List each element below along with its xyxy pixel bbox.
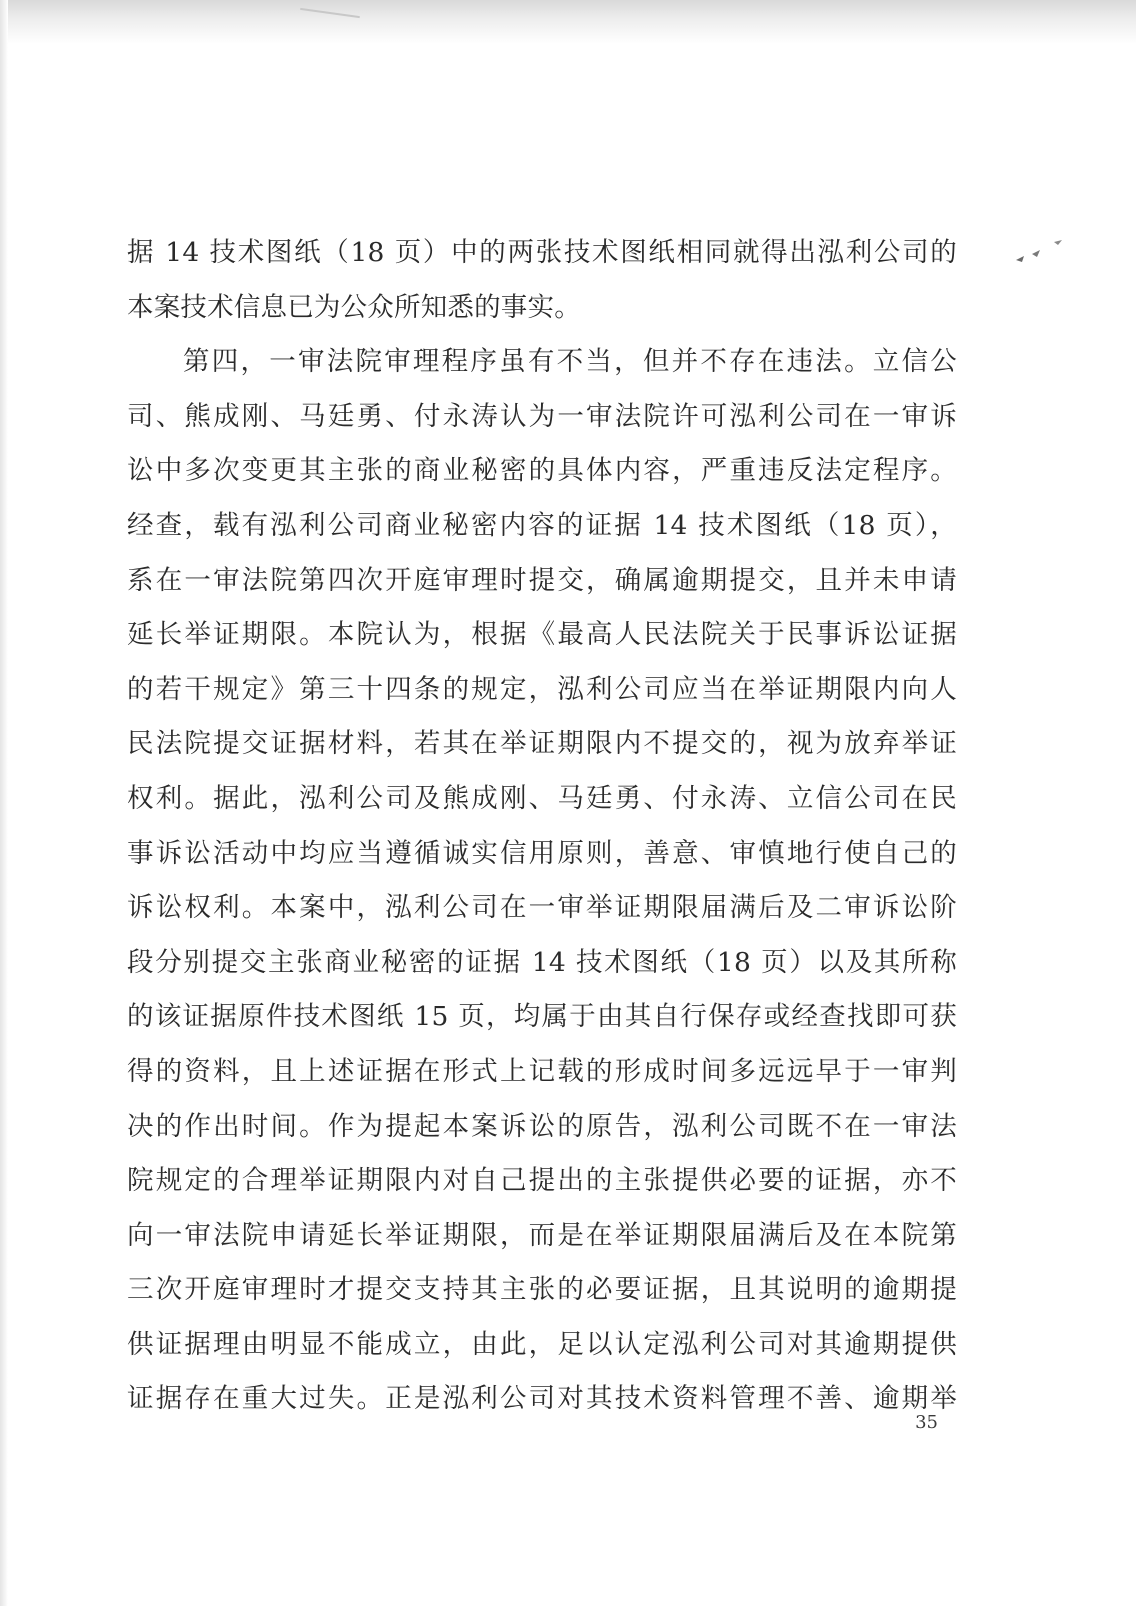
page-number: 35 [915,1412,938,1433]
text-line: 院规定的合理举证期限内对自己提出的主张提供必要的证据，亦不 [127,1165,957,1197]
text-line: 段分别提交主张商业秘密的证据 14 技术图纸（18 页）以及其所称 [127,946,957,978]
text-line: 讼中多次变更其主张的商业秘密的具体内容，严重违反法定程序。 [127,455,957,487]
text-line: 权利。据此，泓利公司及熊成刚、马廷勇、付永涛、立信公司在民 [127,782,957,814]
text-line: 的若干规定》第三十四条的规定，泓利公司应当在举证期限内向人 [127,673,957,705]
text-line: 司、熊成刚、马廷勇、付永涛认为一审法院许可泓利公司在一审诉 [127,400,957,432]
text-line: 本案技术信息已为公众所知悉的事实。 [127,291,581,323]
text-line: 供证据理由明显不能成立，由此，足以认定泓利公司对其逾期提供 [127,1328,957,1360]
scan-speck-marks [1010,232,1070,272]
scan-shadow-top [0,0,1136,44]
text-line: 的该证据原件技术图纸 15 页，均属于由其自行保存或经查找即可获 [127,1001,957,1033]
text-line: 决的作出时间。作为提起本案诉讼的原告，泓利公司既不在一审法 [127,1110,957,1142]
text-line: 民法院提交证据材料，若其在举证期限内不提交的，视为放弃举证 [127,728,957,760]
text-line: 证据存在重大过失。正是泓利公司对其技术资料管理不善、逾期举 [127,1383,957,1415]
text-line: 据 14 技术图纸（18 页）中的两张技术图纸相同就得出泓利公司的 [127,237,957,268]
text-line: 系在一审法院第四次开庭审理时提交，确属逾期提交，且并未申请 [127,564,957,596]
document-body [127,226,957,1427]
text-line: 得的资料，且上述证据在形式上记载的形成时间多远远早于一审判 [127,1055,957,1087]
text-line: 诉讼权利。本案中，泓利公司在一审举证期限届满后及二审诉讼阶 [127,892,957,924]
text-line: 三次开庭审理时才提交支持其主张的必要证据，且其说明的逾期提 [127,1274,957,1306]
text-line: 延长举证期限。本院认为，根据《最高人民法院关于民事诉讼证据 [127,619,957,651]
paragraph-start-line: 第四，一审法院审理程序虽有不当，但并不存在违法。立信公 [183,346,957,378]
text-line: 经查，载有泓利公司商业秘密内容的证据 14 技术图纸（18 页）， [127,509,957,541]
text-line: 向一审法院申请延长举证期限，而是在举证期限届满后及在本院第 [127,1219,957,1251]
text-line: 事诉讼活动中均应当遵循诚实信用原则，善意、审慎地行使自己的 [127,837,957,869]
scan-shadow-left [0,0,8,1606]
